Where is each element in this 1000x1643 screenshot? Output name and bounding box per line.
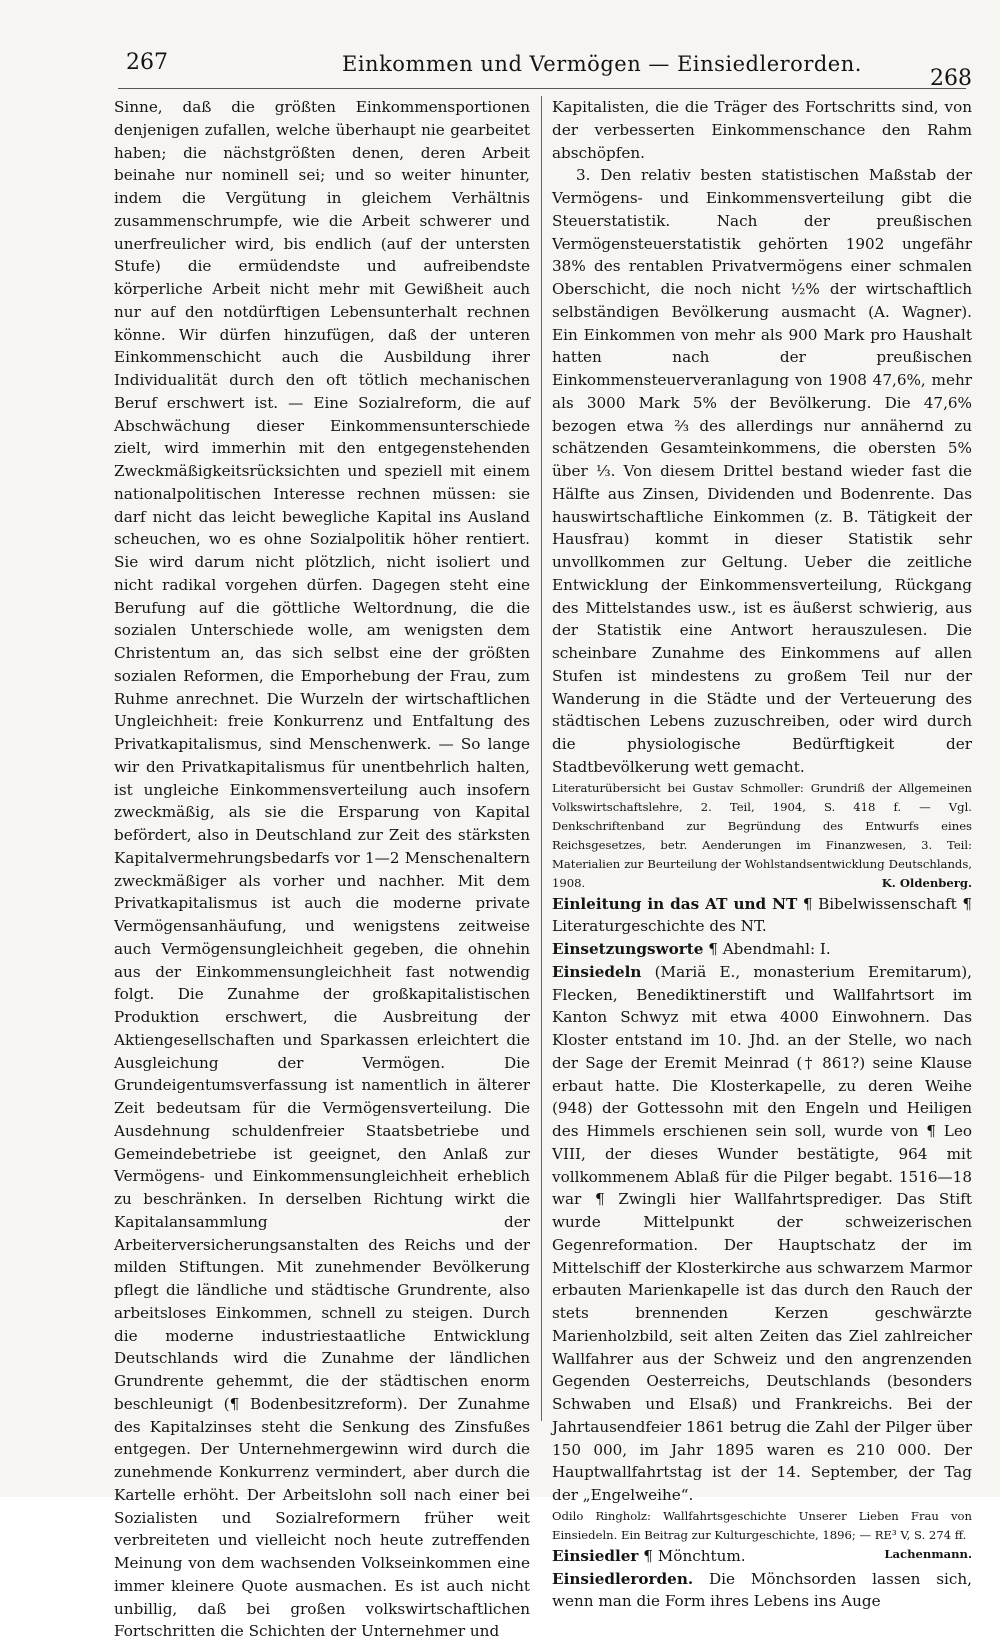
entry-lemma: Einsiedler <box>552 1546 639 1565</box>
left-column-text: Sinne, daß die größten Einkommensportionen denjenigen zufallen, welche überhaupt nie gearbeitet haben; die nächstgrößten denen, deren Arbeit beinahe nur nominell sei; und so weiter hinunter, indem die Vergütung in gleichem Verhältnis zusammenschrumpfe, wie die Arbeit schwerer und unerfreulicher wird, bis endlich (auf der untersten Stufe) die ermüdendste und aufreibendste körperliche Arbeit nicht mehr mit Gewißheit auch nur auf den notdürftigen Lebensunterhalt rechnen könne. Wir dürfen hinzufügen, daß der unteren Einkommenschicht auch die Ausbildung ihrer Individualität durch den oft tötlich mechanischen Beruf erschwert ist. — Eine Sozialreform, die auf Abschwächung dieser Einkommensunterschiede zielt, wird immerhin mit den entgegenstehenden Zweckmäßigkeitsrücksichten und speziell mit einem nationalpolitischen Interesse rechnen müssen: sie darf nicht das leicht bewegliche Kapital ins Ausland scheuchen, wo es ohne Sozialpolitik höher rentiert. Sie wird darum nicht plötzlich, nicht isoliert und nicht radikal vorgehen dürfen. Dagegen steht eine Berufung auf die göttliche Weltordnung, die die sozialen Unterschiede wolle, am wenigsten dem Christentum an, das sich selbst eine der größten sozialen Reformen, die Emporhebung der Frau, zum Ruhme anrechnet. Die Wurzeln der wirtschaftlichen Ungleichheit: freie Konkurrenz und Entfaltung des Privatkapitalismus, sind Menschenwerk. — So lange wir den Privatkapitalismus für unentbehrlich halten, ist ungleiche Einkommensverteilung auch insofern zweckmäßig, als sie die Ersparung von Kapital befördert, also in Deutschland zur Zeit des stärksten Kapitalvermehrungsbedarfs vor 1—2 Menschenaltern zweckmäßiger als vorher und nachher. Mit dem Privatkapitalismus ist auch die moderne private Vermögensanhäufung, und wenigstens zeitweise auch Vermögensungleichheit gegeben, die ohnehin aus der Einkommensungleichheit fast notwendig folgt. Die Zunahme der großkapitalistischen Produktion erschwert, die Ausbreitung der Aktiengesellschaften und Sparkassen erleichtert die Ausgleichung der Vermögen. Die Grundeigentumsverfassung ist namentlich in älterer Zeit bedeutsam für die Vermögensverteilung. Die Ausdehnung schuldenfreier Staatsbetriebe und Gemeindebetriebe ist geeignet, den Anlaß zur Vermögens- und Einkommensungleichheit erheblich zu beschränken. In derselben Richtung wirkt die Kapitalansammlung der Arbeiterversicherungsanstalten des Reichs und der milden Stiftungen. Mit zunehmender Bevölkerung pflegt die ländliche und städtische Grundrente, also arbeitsloses Einkommen, schnell zu steigen. Durch die moderne industriestaatliche Entwicklung Deutschlands wird die Zunahme der ländlichen Grundrente gehemmt, die der städtischen enorm beschleunigt (¶ Bodenbesitzreform). Der Zunahme des Kapitalzinses steht die Senkung des Zinsfußes entgegen. Der Unternehmergewinn wird durch die zunehmende Konkurrenz vermindert, aber durch die Kartelle erhöht. Der Arbeitslohn soll nach einer bei Sozialisten und Sozialreformern früher weit verbreiteten und vielleicht noch heute zutreffenden Meinung von dem wachsenden Volkseinkommen eine immer kleinere Quote ausmachen. Es ist auch nicht unbillig, daß bei großen volkswirtschaftlichen Fortschritten die Schichten der Unternehmer und <box>114 98 530 1641</box>
header-rule <box>118 88 966 89</box>
right-column <box>552 96 972 1613</box>
page-header <box>112 44 972 91</box>
entry-text: ¶ Mönchtum. <box>638 1546 746 1565</box>
literature-text: Odilo Ringholz: Wallfahrtsgeschichte Unserer Lieben Frau von Einsiedeln. Ein Beitrag zur Kulturgeschichte, 1896; — RE³ V, S. 274 ff. <box>552 1508 972 1542</box>
entry-text: (Mariä E., monasterium Eremitarum), Flecken, Benediktinerstift und Wallfahrtsort im Kanton Schwyz mit etwa 4000 Einwohnern. Das Kloster entstand im 10. Jhd. an der Stelle, wo nach der Sage der Eremit Meinrad († 861?) seine Klause erbaut hatte. Die Klosterkapelle, zu deren Weihe (948) der Gottessohn mit den Engeln und Heiligen des Himmels erschienen sein soll, wurde von ¶ Leo VIII, der dieses Wunder bestätigte, 964 mit vollkommenem Ablaß für die Pilger begabt. 1516—18 war ¶ Zwingli hier Wallfahrtsprediger. Das Stift wurde Mittelpunkt der schweizerischen Gegenreformation. Der Hauptschatz der im Mittelschiff der Klosterkirche aus schwarzem Marmor erbauten Marienkapelle ist das durch den Rauch der stets brennenden Kerzen geschwärzte Marienholzbild, seit alten Zeiten das Ziel zahlreicher Wallfahrer aus der Schweiz und den angrenzenden Gegenden Oesterreichs, Deutschlands (besonders Schwaben und Elsaß) und Frankreichs. Bei der Jahrtausendfeier 1861 betrug die Zahl der Pilger über 150 000, im Jahr 1895 waren es 210 000. Der Hauptwallfahrtstag ist der 14. September, der Tag der „Engelweihe“. <box>552 962 972 1504</box>
entry-lemma: Einsetzungsworte <box>552 940 704 958</box>
entry-einsiedlerorden <box>552 1568 972 1614</box>
entry-einsiedeln <box>552 961 972 1507</box>
paragraph-statistics: 3. Den relativ besten statistischen Maßstab der Vermögens- und Einkommensverteilung gibt die Steuerstatistik. Nach der preußischen Vermögensteuerstatistik gehörten 1902 ungefähr 38% des rentablen Privatvermögens einer schmalen Oberschicht, die noch nicht ½% der wirtschaftlich selbständigen Bevölkerung ausmacht (A. Wagner). Ein Einkommen von mehr als 900 Mark pro Haushalt hatten nach der preußischen Einkommensteuerveranlagung von 1908 47,6%, mehr als 3000 Mark 5% der Bevölkerung. Die 47,6% bezogen etwa ⅔ des allerdings nur annähernd zu schätzenden Gesamteinkommens, die obersten 5% über ⅓. Von diesem Drittel bestand wieder fast die Hälfte aus Zinsen, Dividenden und Bodenrente. Das hauswirtschaftliche Einkommen (z. B. Tätigkeit der Hausfrau) kommt in dieser Statistik sehr unvollkommen zur Geltung. Ueber die zeitliche Entwicklung der Einkommensverteilung, Rückgang des Mittelstandes usw., ist es äußerst schwierig, aus der Statistik eine Antwort herauszulesen. Die scheinbare Zunahme des Einkommens auf allen Stufen ist mindestens zu großem Teil nur der Wanderung in die Städte und der Verteuerung des städtischen Lebens zuzuschreiben, oder wird durch die physiologische Bedürftigkeit der Stadtbevölkerung wett gemacht. <box>552 166 972 776</box>
left-column <box>114 96 530 1643</box>
literature-text: Literaturübersicht bei Gustav Schmoller: Grundriß der Allgemeinen Volkswirtschaftslehre, 2. Teil, 1904, S. 418 f. — Vgl. Denkschriftenband zur Begründung des Entwurfs eines Reichsgesetzes, betr. Aenderungen im Finanzwesen, 3. Teil: Materialien zur Beurteilung der Wohlstandsentwicklung Deutschlands, 1908. <box>552 780 972 890</box>
entry-text: ¶ Abendmahl: I. <box>703 940 831 958</box>
entry-lemma: Einsiedeln <box>552 962 642 981</box>
entry-einleitung <box>552 893 972 939</box>
entry-lemma: Einsiedlerorden. <box>552 1569 694 1588</box>
page-number-left: 267 <box>126 50 168 75</box>
paragraph-capitalists: Kapitalisten, die die Träger des Fortschritts sind, von der verbesserten Einkommenschance den Rahm abschöpfen. <box>552 98 972 162</box>
entry-text: Die Mönchsorden lassen sich, wenn man die Form ihres Lebens ins Auge <box>552 1569 972 1611</box>
entry-lemma: Einleitung in das AT und NT <box>552 894 798 913</box>
column-divider <box>541 96 542 1421</box>
author-signature: K. Oldenberg. <box>881 875 972 890</box>
author-signature: Lachenmann. <box>884 1546 972 1561</box>
literature-note-income <box>552 779 972 893</box>
entry-einsetzungsworte <box>552 938 972 961</box>
page-number-right: 268 <box>930 66 972 91</box>
entry-text: ¶ Bibelwissenschaft ¶ Literaturgeschichte des NT. <box>552 894 972 936</box>
running-title: Einkommen und Vermögen — Einsiedlerorden. <box>342 52 862 76</box>
